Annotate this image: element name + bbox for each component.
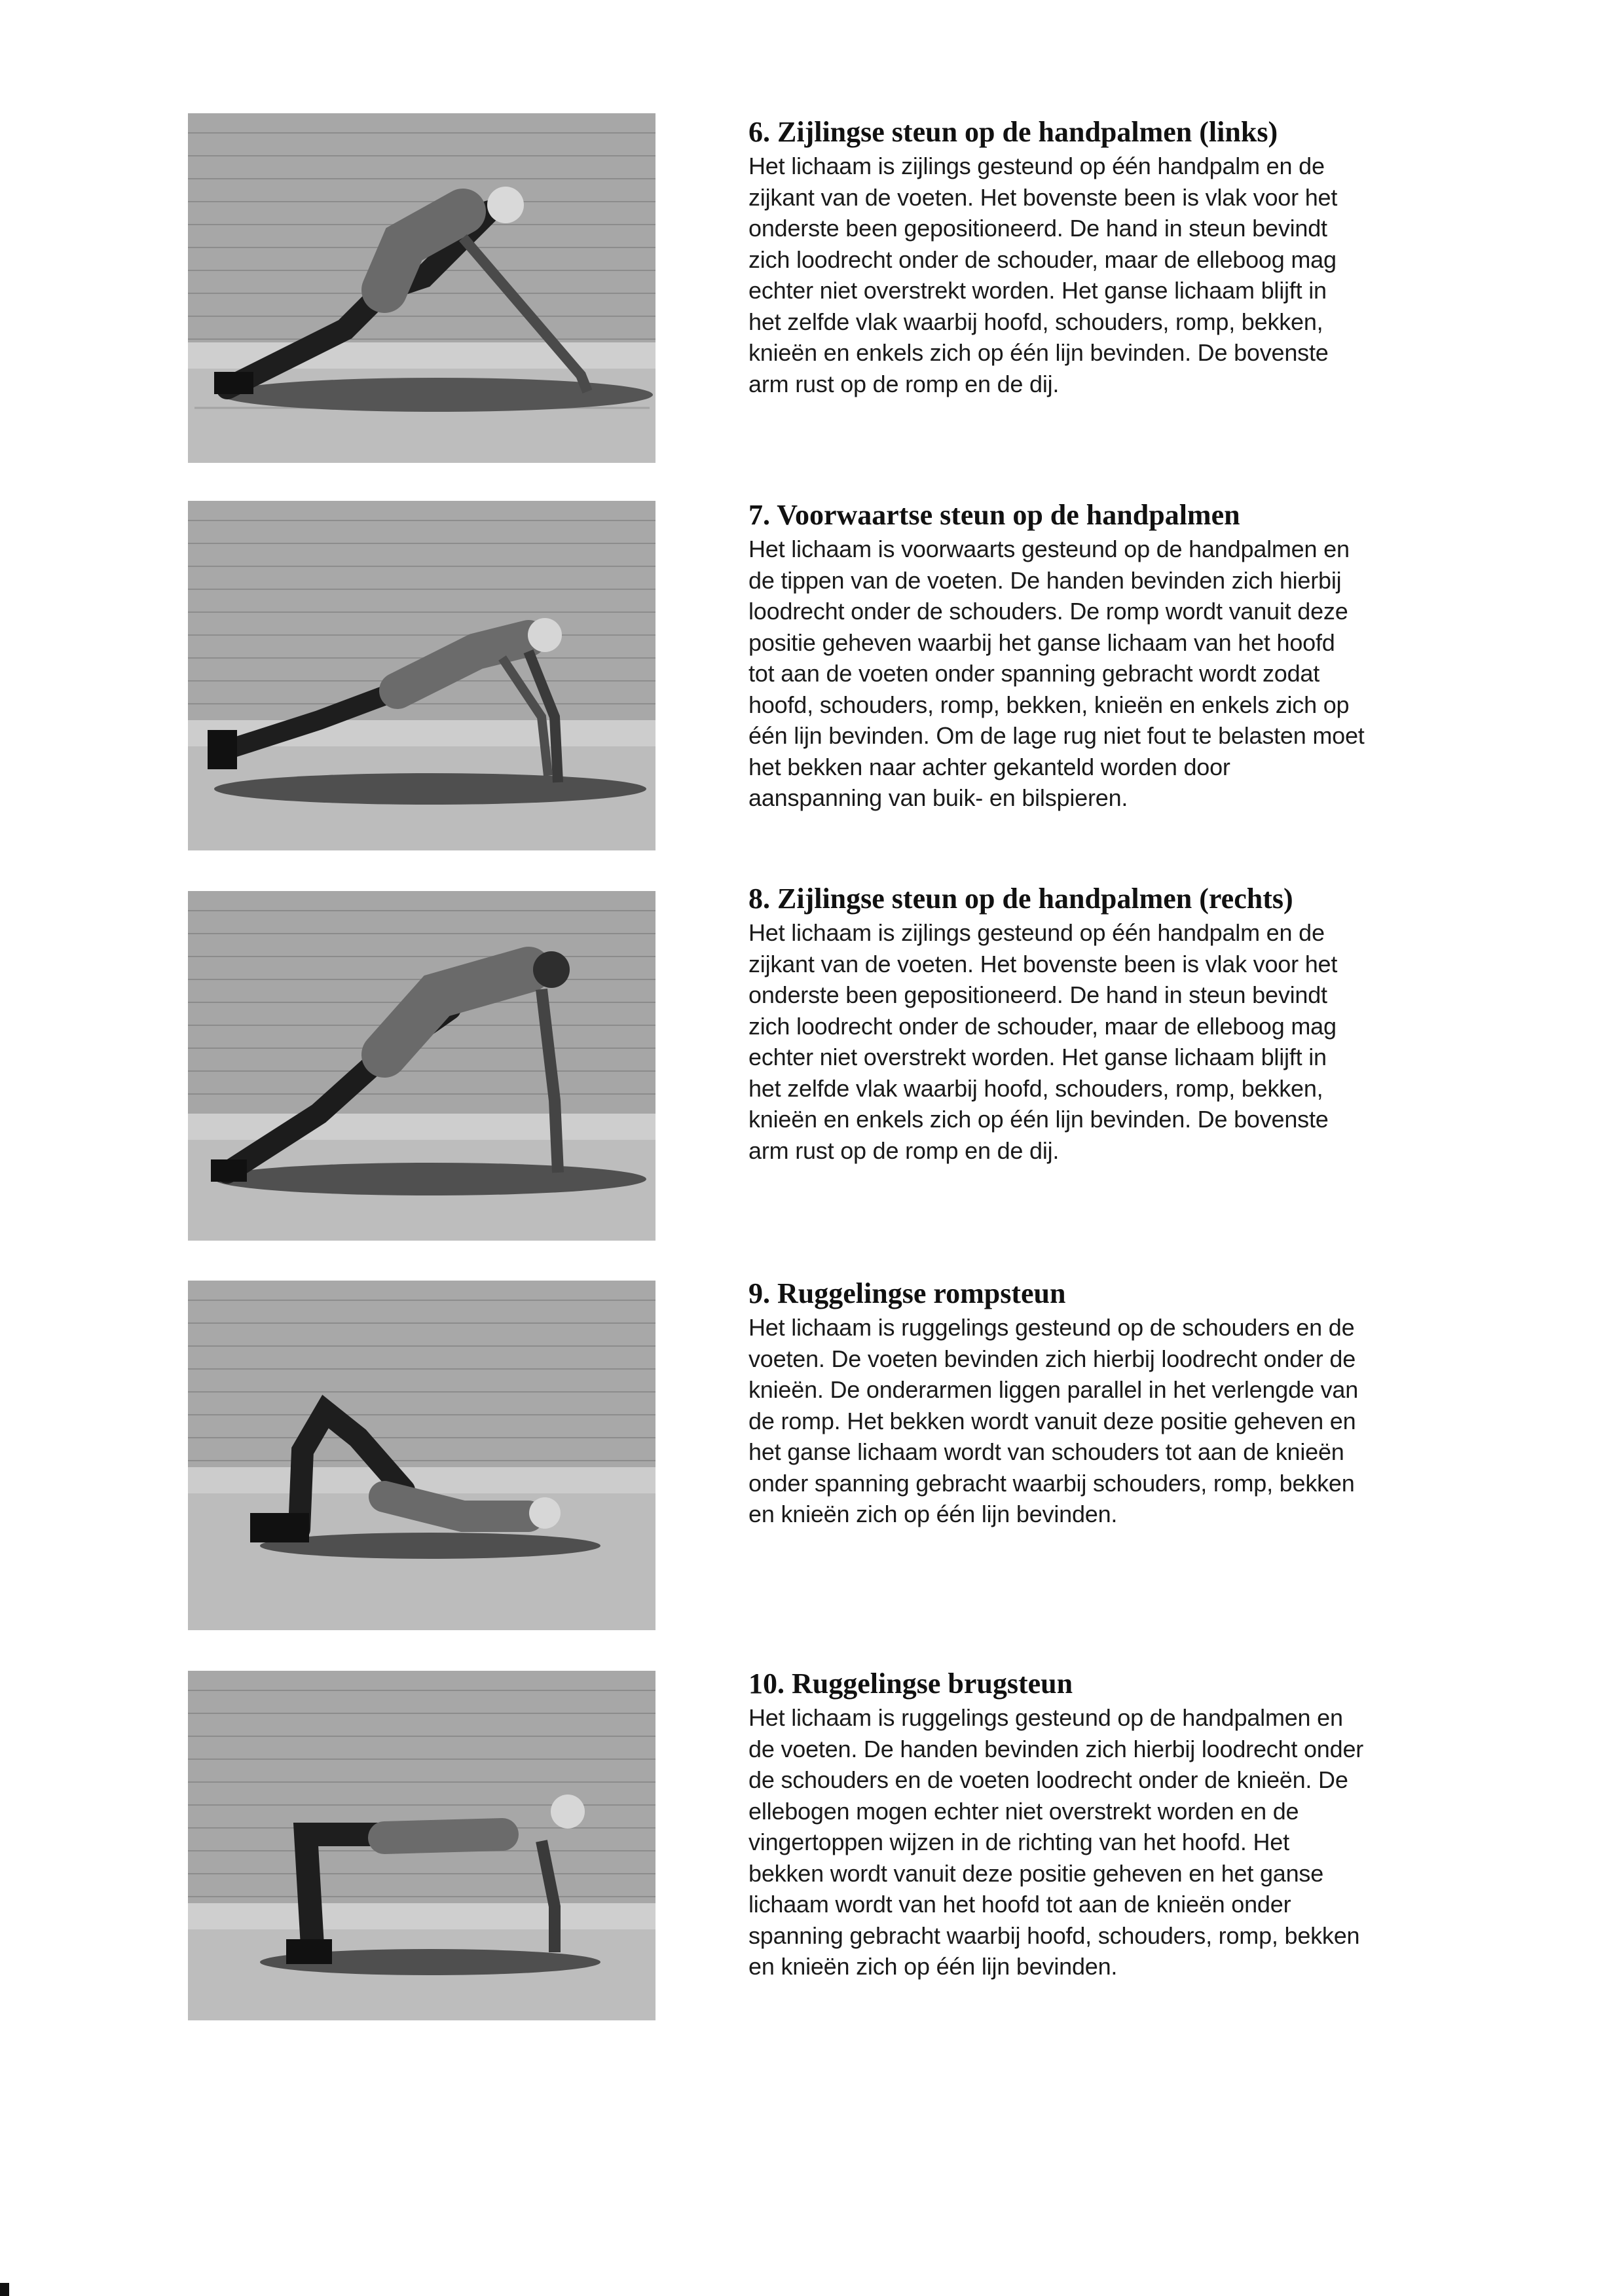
exercise-line: knieën. De onderarmen liggen parallel in het verlengde van	[748, 1376, 1359, 1403]
exercise-line: het zelfde vlak waarbij hoofd, schouders, romp, bekken,	[748, 308, 1323, 335]
reverse-tabletop-image	[188, 1671, 655, 2020]
exercise-line: zich loodrecht onder de schouder, maar de elleboog mag	[748, 246, 1337, 273]
exercise-line: knieën en enkels zich op één lijn bevinden. De bovenste	[748, 1106, 1329, 1133]
exercise-line: tot aan de voeten onder spanning gebracht wordt zodat	[748, 660, 1320, 687]
exercise-line: Het lichaam is zijlings gesteund op één handpalm en de	[748, 919, 1325, 946]
exercise-9-text	[748, 1277, 1479, 1530]
exercise-line: het zelfde vlak waarbij hoofd, schouders, romp, bekken,	[748, 1074, 1323, 1102]
exercise-line: zich loodrecht onder de schouder, maar de elleboog mag	[748, 1012, 1337, 1040]
scan-corner-mark	[0, 2283, 9, 2296]
exercise-line: bekken wordt vanuit deze positie geheven en het ganse	[748, 1859, 1324, 1887]
exercise-line: Het lichaam is voorwaarts gesteund op de handpalmen en	[748, 536, 1350, 562]
exercise-line: arm rust op de romp en de dij.	[748, 370, 1060, 397]
exercise-line: aanspanning van buik- en bilspieren.	[748, 784, 1128, 811]
exercise-line: positie geheven waarbij het ganse lichaam van het hoofd	[748, 629, 1335, 656]
exercise-line: Het lichaam is zijlings gesteund op één handpalm en de	[748, 153, 1325, 179]
exercise-line: ellebogen mogen echter niet overstrekt worden en de	[748, 1797, 1299, 1825]
exercise-10-text	[748, 1667, 1479, 1982]
exercise-line: en knieën zich op één lijn bevinden.	[748, 1953, 1118, 1980]
exercise-title: 6. Zijlingse steun op de handpalmen (links)	[748, 116, 1278, 148]
exercise-line: Het lichaam is ruggelings gesteund op de handpalmen en	[748, 1704, 1343, 1731]
exercise-line: onderste been gepositioneerd. De hand in steun bevindt	[748, 215, 1327, 242]
exercise-line: Het lichaam is ruggelings gesteund op de schouders en de	[748, 1314, 1355, 1341]
exercise-line: voeten. De voeten bevinden zich hierbij loodrecht onder de	[748, 1345, 1356, 1372]
exercise-6-photo	[188, 113, 655, 463]
exercise-title: 9. Ruggelingse rompsteun	[748, 1277, 1066, 1309]
front-plank-image	[188, 501, 655, 850]
exercise-7-photo	[188, 501, 655, 850]
exercise-line: echter niet overstrekt worden. Het ganse lichaam blijft in	[748, 277, 1327, 304]
exercise-line: lichaam wordt van het hoofd tot aan de knieën onder	[748, 1891, 1291, 1918]
exercise-line: de schouders en de voeten loodrecht onder de knieën. De	[748, 1766, 1348, 1793]
exercise-8-text	[748, 882, 1479, 1166]
side-plank-left-image	[188, 113, 655, 463]
exercise-line: onder spanning gebracht waarbij schouders, romp, bekken	[748, 1469, 1355, 1497]
exercise-9-photo	[188, 1281, 655, 1630]
exercise-line: knieën en enkels zich op één lijn bevinden. De bovenste	[748, 339, 1329, 366]
exercise-line: onderste been gepositioneerd. De hand in steun bevindt	[748, 981, 1327, 1008]
exercise-line: vingertoppen wijzen in de richting van het hoofd. Het	[748, 1829, 1289, 1855]
exercise-line: de romp. Het bekken wordt vanuit deze positie geheven en	[748, 1407, 1356, 1434]
exercise-line: spanning gebracht waarbij hoofd, schouders, romp, bekken	[748, 1922, 1360, 1949]
exercise-line: het ganse lichaam wordt van schouders tot aan de knieën	[748, 1438, 1344, 1465]
exercise-line: echter niet overstrekt worden. Het ganse lichaam blijft in	[748, 1044, 1327, 1070]
exercise-line: de voeten. De handen bevinden zich hierbij loodrecht onder	[748, 1735, 1364, 1762]
exercise-title: 7. Voorwaartse steun op de handpalmen	[748, 499, 1240, 531]
exercise-line: de tippen van de voeten. De handen bevinden zich hierbij	[748, 566, 1342, 594]
supine-hip-bridge-image	[188, 1281, 655, 1630]
exercise-10-photo	[188, 1671, 655, 2020]
side-plank-right-image	[188, 891, 655, 1241]
exercise-line: loodrecht onder de schouders. De romp wordt vanuit deze	[748, 598, 1348, 625]
exercise-line: het bekken naar achter gekanteld worden door	[748, 753, 1230, 780]
exercise-line: hoofd, schouders, romp, bekken, knieën en enkels zich op	[748, 691, 1350, 718]
exercise-title: 10. Ruggelingse brugsteun	[748, 1667, 1073, 1700]
exercise-title: 8. Zijlingse steun op de handpalmen (rechts)	[748, 883, 1293, 915]
exercise-line: en knieën zich op één lijn bevinden.	[748, 1501, 1118, 1527]
exercise-7-text	[748, 498, 1479, 814]
exercise-line: één lijn bevinden. Om de lage rug niet fout te belasten moet	[748, 722, 1365, 749]
exercise-line: zijkant van de voeten. Het bovenste been is vlak voor het	[748, 183, 1338, 211]
exercise-6-text	[748, 115, 1479, 399]
exercise-line: zijkant van de voeten. Het bovenste been is vlak voor het	[748, 950, 1338, 977]
exercise-8-photo	[188, 891, 655, 1241]
exercise-line: arm rust op de romp en de dij.	[748, 1137, 1060, 1164]
